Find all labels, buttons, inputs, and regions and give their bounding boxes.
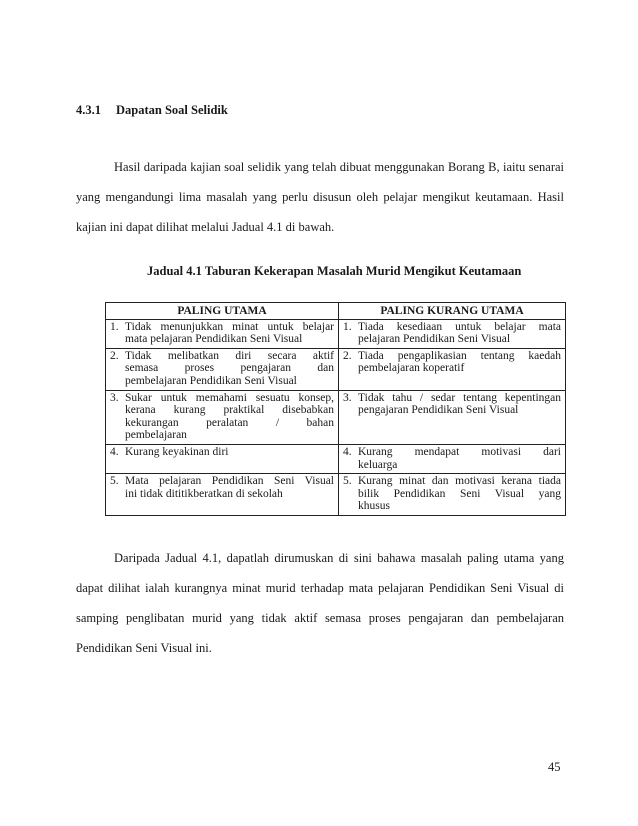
table-item [110, 446, 334, 459]
conclusion-line-3: samping penglibatan murid yang tidak aktif semasa proses pengajaran dan pembelajaran [76, 611, 564, 625]
item-text-line: Kurang minat dan motivasi kerana tiada [358, 475, 561, 488]
item-text-line: Tiada kesediaan untuk belajar mata [358, 320, 561, 333]
cell-least-important [339, 390, 566, 444]
item-text [125, 446, 334, 459]
item-text-line: Tidak tahu / sedar tentang kepentingan [358, 391, 561, 404]
intro-line-2: yang mengandungi lima masalah yang perlu disusun oleh pelajar mengikut keutamaan. Hasil [76, 190, 564, 204]
item-text-line: kerana kurang praktikal disebabkan [125, 404, 334, 417]
item-text [358, 446, 561, 471]
priority-table [105, 302, 566, 516]
conclusion-line-4: Pendidikan Seni Visual ini. [76, 641, 212, 655]
conclusion-line-1: Daripada Jadual 4.1, dapatlah dirumuskan di sini bahawa masalah paling utama yang [114, 551, 564, 565]
header-most-important: PALING UTAMA [106, 303, 339, 320]
table-row [106, 474, 566, 516]
item-text-line: pelajaran Pendidikan Seni Visual [358, 333, 511, 346]
item-text-line: semasa proses pengajaran dan [125, 362, 334, 375]
table-item [343, 321, 561, 346]
section-number: 4.3.1 [76, 103, 101, 117]
item-text-line: keluarga [358, 458, 398, 471]
item-text-line: Sukar untuk memahami sesuatu konsep, [125, 391, 334, 404]
cell-most-important [106, 390, 339, 444]
item-text [125, 321, 334, 346]
section-heading [76, 103, 228, 118]
item-number: 5. [343, 475, 352, 488]
item-number: 2. [110, 349, 119, 362]
item-text-line: khusus [358, 500, 390, 513]
table-row [106, 390, 566, 444]
page-number: 45 [548, 760, 561, 774]
item-text [125, 392, 334, 442]
item-number: 4. [343, 445, 352, 458]
item-text [358, 392, 561, 417]
item-number: 3. [110, 391, 119, 404]
table-header-row [106, 303, 566, 320]
item-text-line: Kurang mendapat motivasi dari [358, 445, 561, 458]
item-text-line: pembelajaran [125, 429, 187, 442]
item-number: 2. [343, 349, 352, 362]
table-item [343, 475, 561, 513]
item-text [358, 475, 561, 513]
conclusion-line-2: dapat dilihat ialah kurangnya minat murid terhadap mata pelajaran Pendidikan Seni Visual di [76, 581, 564, 595]
table-row [106, 319, 566, 348]
item-text [125, 475, 334, 500]
section-title: Dapatan Soal Selidik [116, 103, 228, 117]
table-item [110, 321, 334, 346]
table-row [106, 444, 566, 473]
item-number: 1. [110, 320, 119, 333]
table-item [110, 392, 334, 442]
cell-most-important [106, 474, 339, 516]
item-text [358, 321, 561, 346]
cell-least-important [339, 319, 566, 348]
item-text-line: pembelajaran Pendidikan Seni Visual [125, 374, 297, 387]
cell-most-important [106, 348, 339, 390]
table-item [343, 350, 561, 375]
item-text-line: Tiada pengaplikasian tentang kaedah [358, 349, 561, 362]
table-caption: Jadual 4.1 Taburan Kekerapan Masalah Murid Mengikut Keutamaan [147, 264, 522, 278]
item-number: 4. [110, 445, 119, 458]
item-text-line: Tidak menunjukkan minat untuk belajar [125, 320, 334, 333]
item-text [125, 350, 334, 388]
item-text-line: ini tidak dititikberatkan di sekolah [125, 487, 283, 500]
intro-line-3: kajian ini dapat dilihat melalui Jadual 4.1 di bawah. [76, 220, 335, 234]
header-least-important: PALING KURANG UTAMA [339, 303, 566, 320]
item-text-line: Kurang keyakinan diri [125, 445, 229, 458]
item-text-line: pembelajaran koperatif [358, 362, 465, 375]
cell-least-important [339, 444, 566, 473]
item-number: 1. [343, 320, 352, 333]
item-text-line: Tidak melibatkan diri secara aktif [125, 349, 334, 362]
item-number: 3. [343, 391, 352, 404]
item-text-line: kekurangan peralatan / bahan [125, 416, 334, 429]
item-text-line: mata pelajaran Pendidikan Seni Visual [125, 333, 303, 346]
table-item [343, 392, 561, 417]
table-row [106, 348, 566, 390]
intro-line-1: Hasil daripada kajian soal selidik yang telah dibuat menggunakan Borang B, iaitu senarai [114, 160, 564, 174]
cell-least-important [339, 474, 566, 516]
item-text-line: Mata pelajaran Pendidikan Seni Visual [125, 475, 334, 488]
cell-most-important [106, 444, 339, 473]
item-number: 5. [110, 475, 119, 488]
cell-least-important [339, 348, 566, 390]
item-text-line: pengajaran Pendidikan Seni Visual [358, 404, 519, 417]
table-item [110, 475, 334, 500]
cell-most-important [106, 319, 339, 348]
item-text [358, 350, 561, 375]
item-text-line: bilik Pendidikan Seni Visual yang [358, 487, 561, 500]
table-item [343, 446, 561, 471]
table-item [110, 350, 334, 388]
